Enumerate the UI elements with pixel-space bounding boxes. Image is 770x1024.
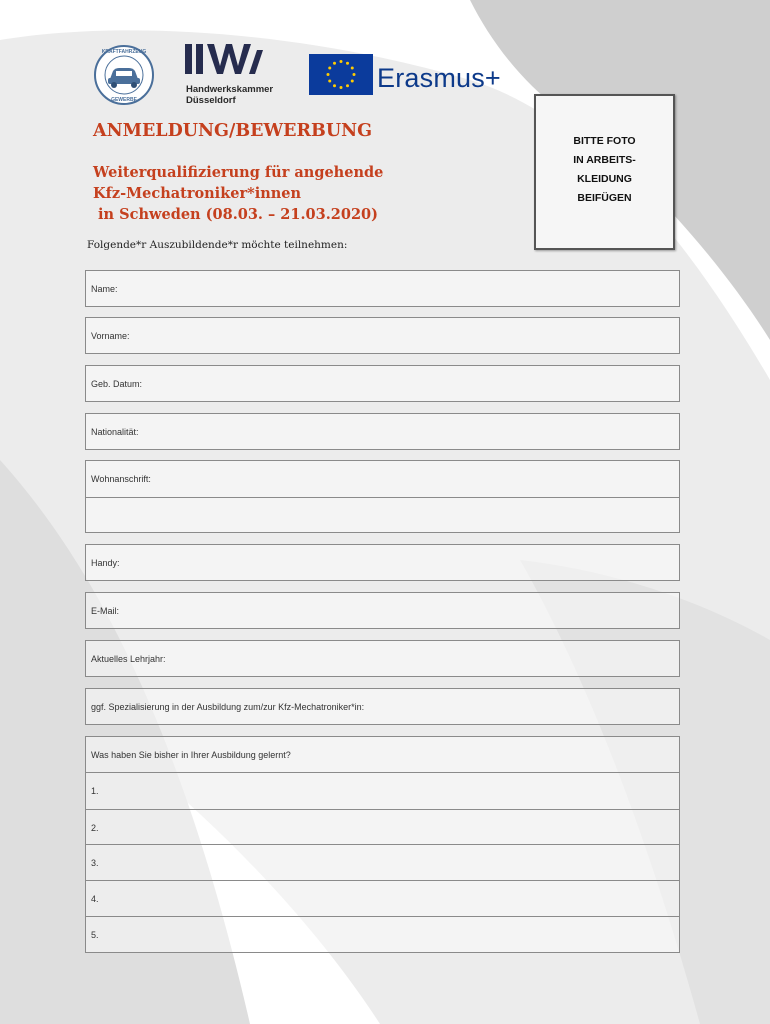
email-label: E-Mail:: [91, 606, 120, 616]
specialisation-label: ggf. Spezialisierung in der Ausbildung zum/zur Kfz-Mechatroniker*in:: [91, 702, 365, 712]
name-field[interactable]: [85, 270, 680, 307]
eu-star-icon: [340, 60, 343, 63]
learned-item-5[interactable]: 5.: [91, 930, 99, 940]
name-label: Name:: [91, 284, 118, 294]
learned-divider: [86, 844, 679, 845]
eu-star-icon: [327, 73, 330, 76]
learned-divider: [86, 809, 679, 810]
eu-star-icon: [340, 86, 343, 89]
photo-instruction-line: IN ARBEITS-: [573, 154, 636, 166]
learned-item-2[interactable]: 2.: [91, 823, 99, 833]
address-divider: [86, 497, 679, 498]
birthdate-label: Geb. Datum:: [91, 379, 143, 389]
eu-star-icon: [353, 73, 356, 76]
photo-instruction-line: BEIFÜGEN: [577, 192, 632, 204]
eu-star-icon: [351, 67, 354, 70]
form-title: ANMELDUNG/BEWERBUNG: [93, 121, 373, 141]
learned-divider: [86, 916, 679, 917]
photo-instruction: [536, 132, 673, 208]
eu-star-icon: [346, 84, 349, 87]
learned-divider: [86, 880, 679, 881]
eu-star-icon: [328, 80, 331, 83]
photo-instruction-line: KLEIDUNG: [577, 173, 632, 185]
nationality-field[interactable]: [85, 413, 680, 450]
eu-flag-icon: [309, 54, 373, 95]
kfz-gewerbe-logo: [93, 44, 155, 106]
photo-placeholder-box[interactable]: [534, 94, 675, 250]
form-subtitle: [93, 162, 383, 225]
eu-star-icon: [333, 62, 336, 65]
hwk-wordmark-icon: [185, 44, 265, 78]
hwk-name: Handwerkskammer: [186, 84, 274, 95]
subtitle-line: Kfz-Mechatroniker*innen: [93, 185, 302, 202]
hwk-city: Düsseldorf: [186, 95, 236, 106]
eu-star-icon: [328, 67, 331, 70]
mobile-field[interactable]: [85, 544, 680, 581]
learned-item-3[interactable]: 3.: [91, 858, 99, 868]
subtitle-line: Weiterqualifizierung für angehende: [93, 164, 384, 181]
apprenticeship-year-field[interactable]: [85, 640, 680, 677]
nationality-label: Nationalität:: [91, 427, 139, 437]
eu-star-icon: [333, 84, 336, 87]
intro-text: Folgende*r Auszubildende*r möchte teilnehmen:: [87, 239, 348, 251]
vorname-field[interactable]: [85, 317, 680, 354]
email-field[interactable]: [85, 592, 680, 629]
birthdate-field[interactable]: [85, 365, 680, 402]
subtitle-line: in Schweden (08.03. – 21.03.2020): [93, 206, 378, 223]
learned-table: [85, 736, 680, 953]
eu-star-icon: [351, 80, 354, 83]
apprenticeship-year-label: Aktuelles Lehrjahr:: [91, 654, 166, 664]
learned-question: Was haben Sie bisher in Ihrer Ausbildung gelernt?: [91, 750, 291, 760]
eu-star-icon: [346, 62, 349, 65]
specialisation-field[interactable]: [85, 688, 680, 725]
kfz-logo-ring-bottom: GEWERBE: [111, 97, 137, 103]
kfz-logo-ring-top: KRAFTFAHRZEUG: [101, 49, 147, 55]
photo-instruction-line: BITTE FOTO: [573, 135, 636, 147]
learned-item-1[interactable]: 1.: [91, 786, 99, 796]
handwerkskammer-logo: [185, 44, 295, 106]
learned-divider: [86, 772, 679, 773]
erasmus-plus-logo-text: Erasmus+: [377, 63, 501, 93]
address-label: Wohnanschrift:: [91, 474, 151, 484]
mobile-label: Handy:: [91, 558, 120, 568]
address-field[interactable]: [85, 460, 680, 533]
learned-item-4[interactable]: 4.: [91, 894, 99, 904]
vorname-label: Vorname:: [91, 331, 130, 341]
